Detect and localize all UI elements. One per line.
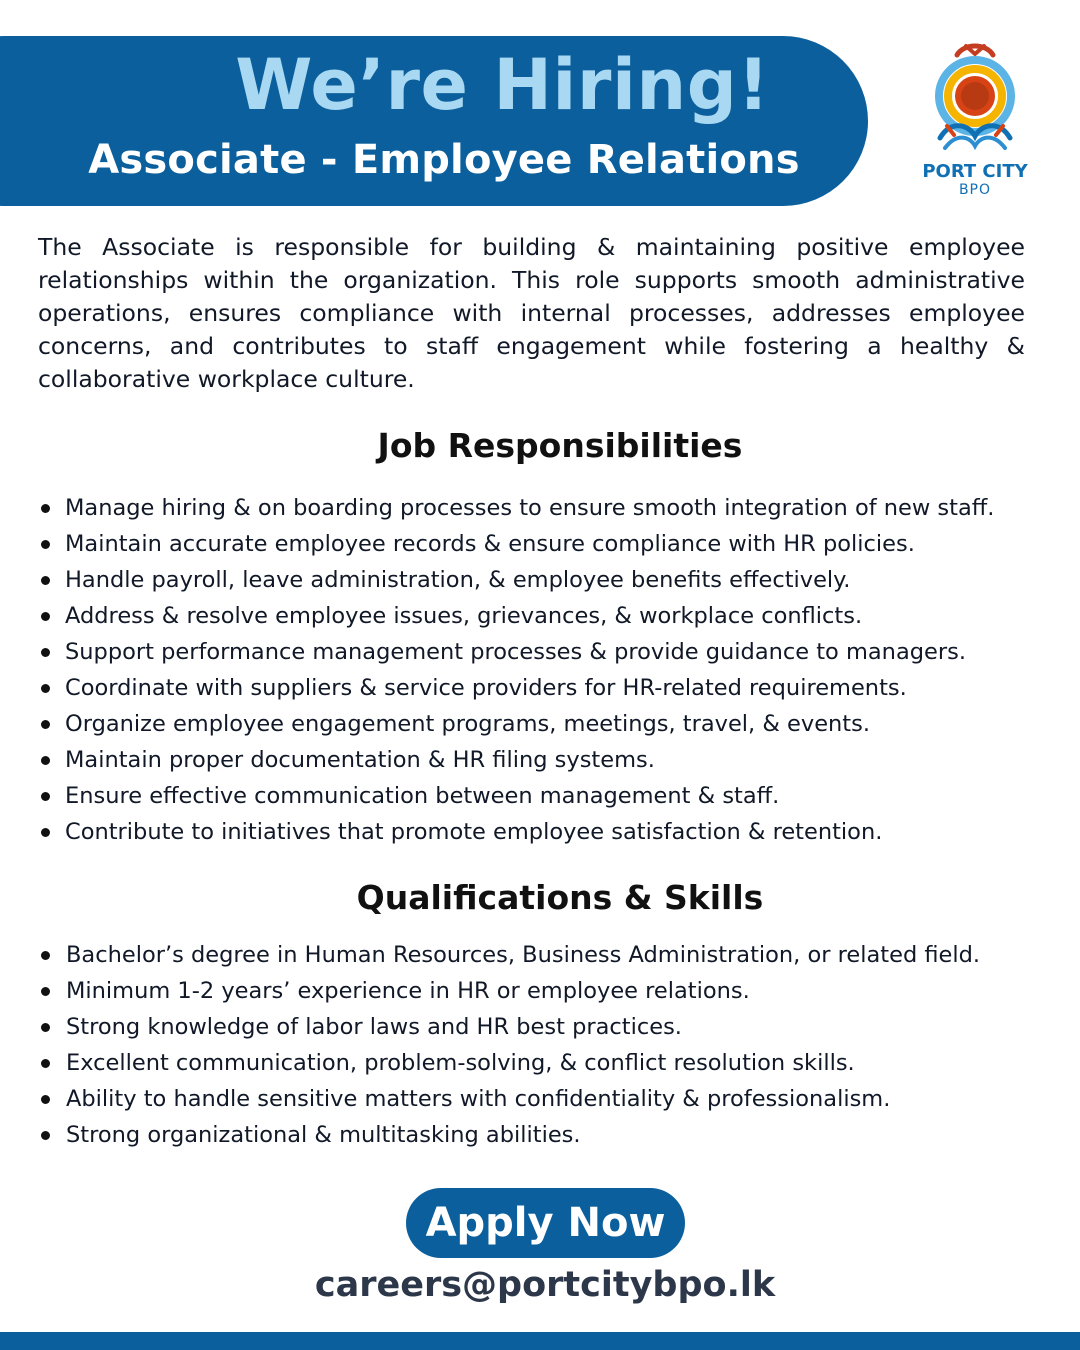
responsibility-item — [40, 706, 1060, 742]
bullet-icon — [41, 540, 50, 549]
responsibility-text: Coordinate with suppliers & service providers for HR-related requirements. — [65, 675, 907, 701]
job-responsibilities-heading: Job Responsibilities — [377, 426, 743, 465]
responsibility-item — [40, 490, 1060, 526]
qualification-item — [40, 1081, 1060, 1117]
responsibility-text: Ensure effective communication between management & staff. — [65, 783, 780, 809]
port-city-logo-icon — [927, 42, 1023, 160]
job-responsibilities-list — [40, 490, 1060, 850]
hiring-headline: We’re Hiring! — [235, 44, 770, 126]
bullet-icon — [41, 576, 50, 585]
qualification-text: Strong knowledge of labor laws and HR best practices. — [66, 1014, 682, 1040]
port-city-bpo-logo — [905, 40, 1045, 210]
qualification-text: Excellent communication, problem-solving, & conflict resolution skills. — [66, 1050, 855, 1076]
qualifications-heading: Qualifications & Skills — [356, 878, 764, 917]
bullet-icon — [41, 756, 50, 765]
qualification-item — [40, 1045, 1060, 1081]
bullet-icon — [41, 792, 50, 801]
responsibility-text: Organize employee engagement programs, meetings, travel, & events. — [65, 711, 871, 737]
qualification-item — [40, 937, 1060, 973]
qualification-text: Bachelor’s degree in Human Resources, Business Administration, or related field. — [66, 942, 981, 968]
qualification-text: Ability to handle sensitive matters with confidentiality & professionalism. — [66, 1086, 891, 1112]
responsibility-text: Manage hiring & on boarding processes to ensure smooth integration of new staff. — [65, 495, 995, 521]
bullet-icon — [41, 828, 50, 837]
bullet-icon — [41, 504, 50, 513]
bullet-icon — [41, 1059, 50, 1068]
careers-email-link[interactable]: careers@portcitybpo.lk — [314, 1265, 776, 1305]
responsibility-text: Address & resolve employee issues, grievances, & workplace conflicts. — [65, 603, 863, 629]
logo-company-subtitle: BPO — [958, 182, 992, 198]
bullet-icon — [41, 1095, 50, 1104]
responsibility-item — [40, 670, 1060, 706]
bullet-icon — [41, 684, 50, 693]
responsibility-text: Handle payroll, leave administration, & employee benefits effectively. — [65, 567, 851, 593]
bullet-icon — [41, 987, 50, 996]
responsibility-text: Maintain proper documentation & HR filing systems. — [65, 747, 655, 773]
responsibility-item — [40, 778, 1060, 814]
qualification-text: Strong organizational & multitasking abilities. — [66, 1122, 581, 1148]
qualifications-list — [40, 937, 1060, 1153]
responsibility-text: Support performance management processes & provide guidance to managers. — [65, 639, 966, 665]
bullet-icon — [41, 648, 50, 657]
qualification-item — [40, 973, 1060, 1009]
responsibility-item — [40, 562, 1060, 598]
qualification-text: Minimum 1-2 years’ experience in HR or employee relations. — [66, 978, 750, 1004]
responsibility-item — [40, 814, 1060, 850]
bullet-icon — [41, 720, 50, 729]
qualification-item — [40, 1117, 1060, 1153]
qualification-item — [40, 1009, 1060, 1045]
bullet-icon — [41, 1131, 50, 1140]
responsibility-item — [40, 526, 1060, 562]
logo-company-name: PORT CITY — [922, 161, 1028, 182]
bullet-icon — [41, 1023, 50, 1032]
responsibility-text: Contribute to initiatives that promote employee satisfaction & retention. — [65, 819, 883, 845]
responsibility-item — [40, 598, 1060, 634]
responsibility-item — [40, 742, 1060, 778]
job-summary: The Associate is responsible for building & maintaining positive employee relationships within the organization. This role supports smooth administrative operations, ensures compliance with internal processes, addresses employee concerns, and contributes to staff engagement while fostering a healthy & collaborative workplace culture. — [38, 233, 1025, 393]
apply-now-button[interactable]: Apply Now — [406, 1188, 685, 1258]
responsibility-text: Maintain accurate employee records & ensure compliance with HR policies. — [65, 531, 915, 557]
responsibility-item — [40, 634, 1060, 670]
footer-bar — [0, 1332, 1080, 1350]
bullet-icon — [41, 951, 50, 960]
bullet-icon — [41, 612, 50, 621]
job-title: Associate - Employee Relations — [88, 137, 800, 183]
